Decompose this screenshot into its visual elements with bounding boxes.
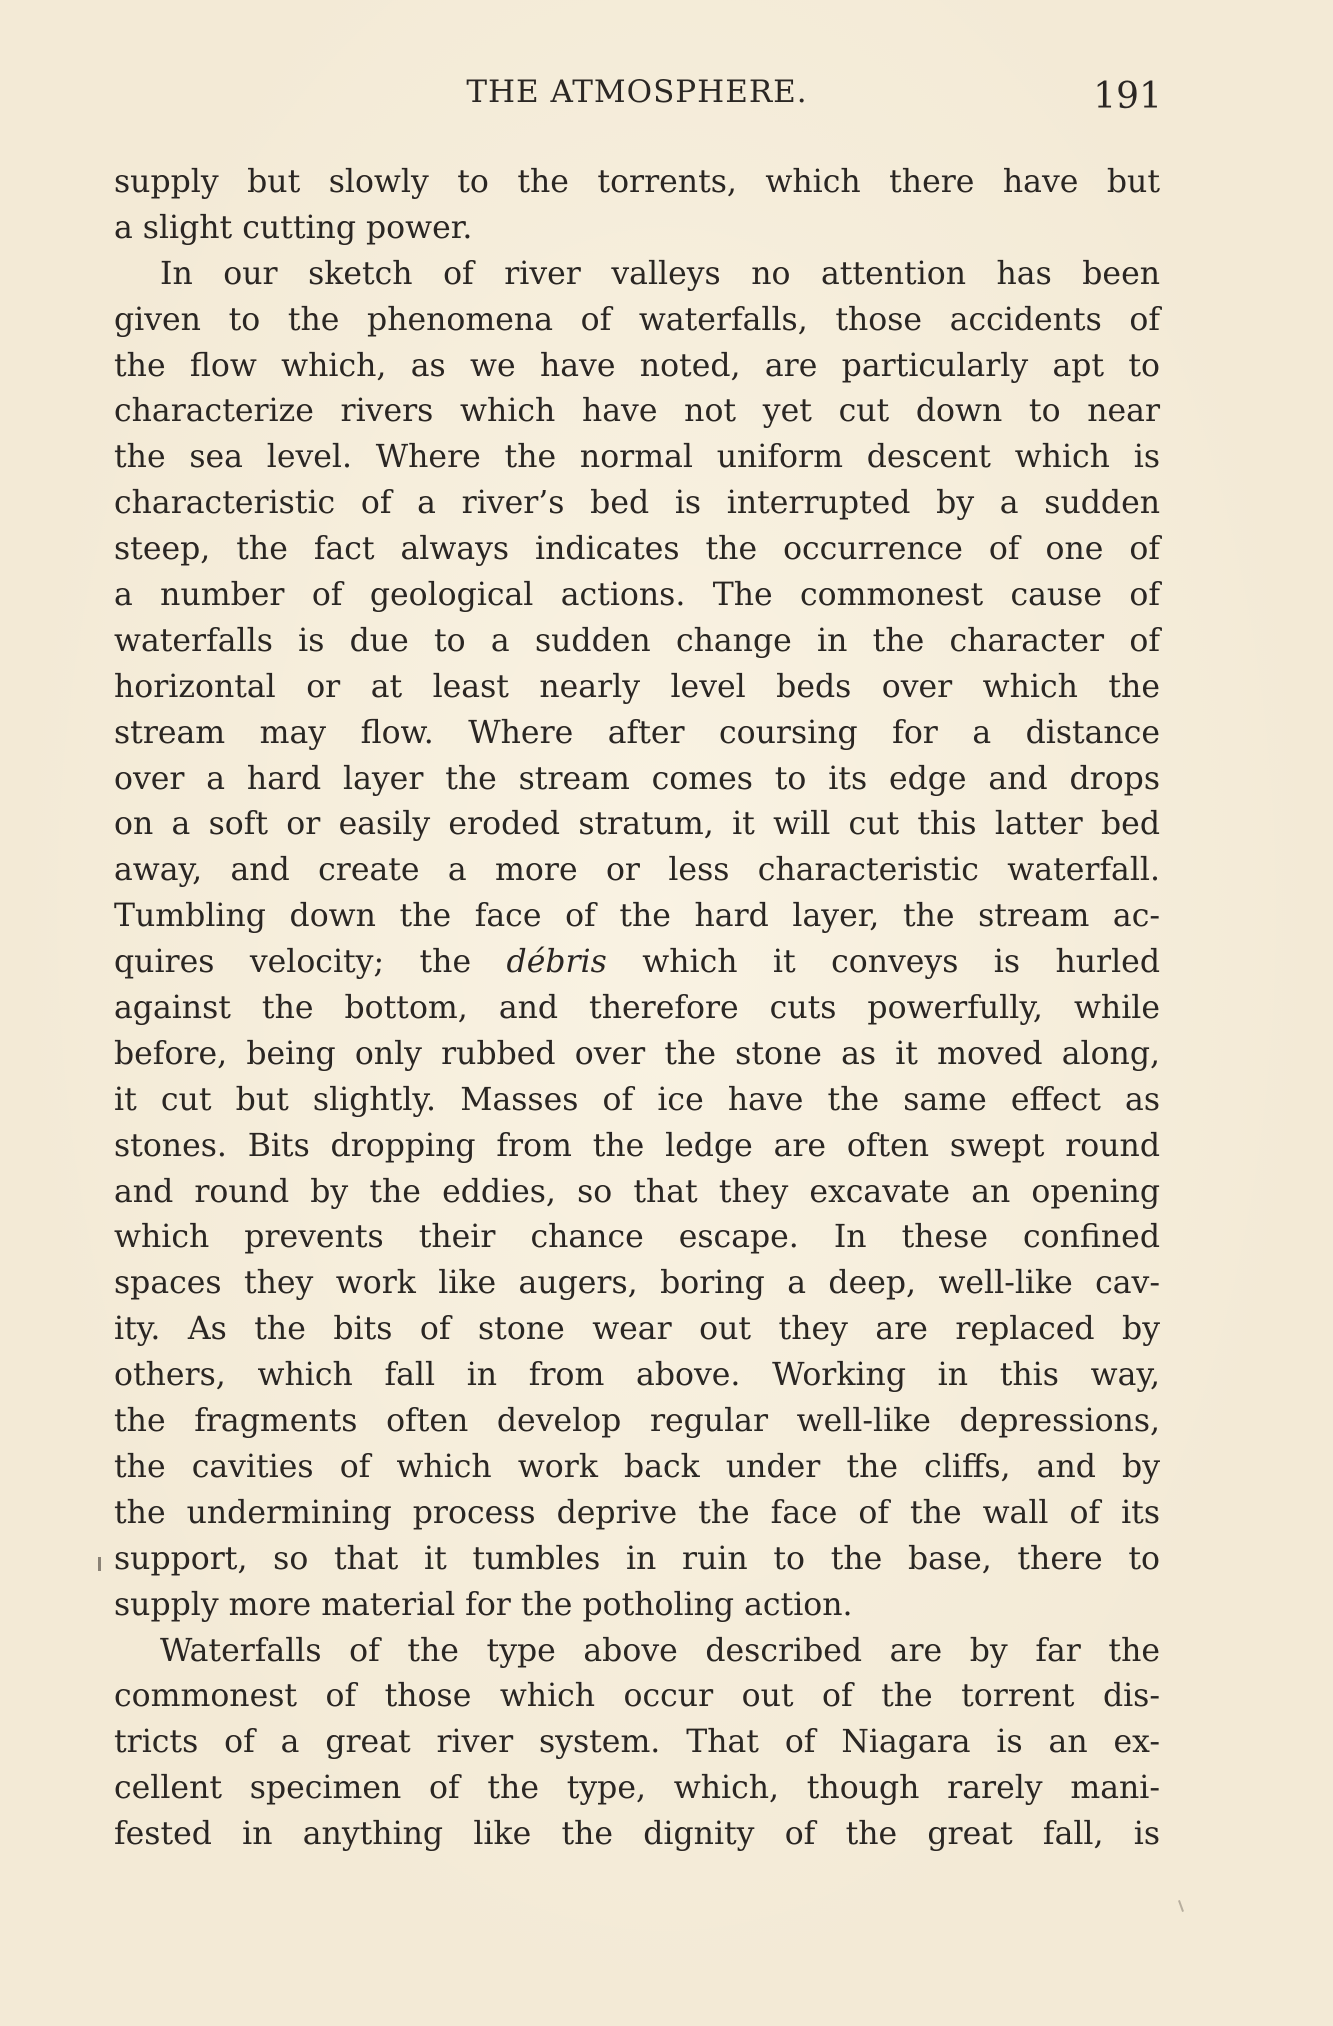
text-line: commonest of those which occur out of the torrent dis- [114,1678,1160,1715]
text-line: the flow which, as we have noted, are particularly apt to [114,347,1160,384]
text-line: horizontal or at least nearly level beds over which the [114,668,1160,705]
margin-mark [98,1557,101,1571]
text-line: characteristic of a river’s bed is interrupted by a sudden [114,485,1160,522]
text-line: on a soft or easily eroded stratum, it will cut this latter bed [114,806,1160,843]
text-line: waterfalls is due to a sudden change in the character of [114,622,1160,659]
text-line: In our sketch of river valleys no attention has been [160,255,1160,292]
running-head: THE ATMOSPHERE. [466,74,808,110]
text-line: before, being only rubbed over the stone as it moved along, [114,1035,1160,1072]
text-line: a slight cutting power. [114,209,473,246]
text-line: cellent specimen of the type, which, though rarely mani- [114,1770,1160,1807]
text-line-with-italic [114,940,1160,986]
body-text [114,160,1160,1858]
text-line: characterize rivers which have not yet cut down to near [114,393,1160,430]
text-line: fested in anything like the dignity of the great fall, is [114,1816,1160,1853]
text-line: it cut but slightly. Masses of ice have the same effect as [114,1081,1160,1118]
text-line: stones. Bits dropping from the ledge are often swept round [114,1127,1160,1164]
text-line: the cavities of which work back under the cliffs, and by [114,1448,1160,1485]
text-line: steep, the fact always indicates the occurrence of one of [114,531,1160,568]
text-line: against the bottom, and therefore cuts powerfully, while [114,990,1160,1027]
italic-word: débris [506,944,607,981]
text-line: supply more material for the potholing action. [114,1586,853,1623]
text-line: the undermining process deprive the face of the wall of its [114,1494,1160,1531]
text-line: ity. As the bits of stone wear out they are replaced by [114,1311,1160,1348]
text-line: spaces they work like augers, boring a deep, well-like cav- [114,1265,1160,1302]
text-line: over a hard layer the stream comes to its edge and drops [114,760,1160,797]
text-line: stream may flow. Where after coursing for a distance [114,714,1160,751]
page-number: 191 [1093,76,1162,117]
text-line: the sea level. Where the normal uniform descent which is [114,439,1160,476]
text-line: tricts of a great river system. That of Niagara is an ex- [114,1724,1160,1761]
page-header [112,70,1162,120]
text-line: Waterfalls of the type above described are by far the [160,1632,1160,1669]
text-segment: quires velocity; the [114,944,507,981]
text-line: a number of geological actions. The commonest cause of [114,577,1160,614]
text-line: the fragments often develop regular well-like depressions, [114,1403,1160,1440]
text-line: others, which fall in from above. Working in this way, [114,1357,1160,1394]
text-segment: which it conveys is hurled [606,944,1160,981]
paper-speck [1178,1900,1184,1912]
text-line: which prevents their chance escape. In these confined [114,1219,1160,1256]
text-line: support, so that it tumbles in ruin to the base, there to [114,1540,1160,1577]
text-line: away, and create a more or less characteristic waterfall. [114,852,1160,889]
text-line: and round by the eddies, so that they excavate an opening [114,1173,1160,1210]
text-line: supply but slowly to the torrents, which there have but [114,164,1160,200]
text-line: given to the phenomena of waterfalls, those accidents of [114,301,1160,338]
text-line: Tumbling down the face of the hard layer, the stream ac- [114,898,1160,935]
